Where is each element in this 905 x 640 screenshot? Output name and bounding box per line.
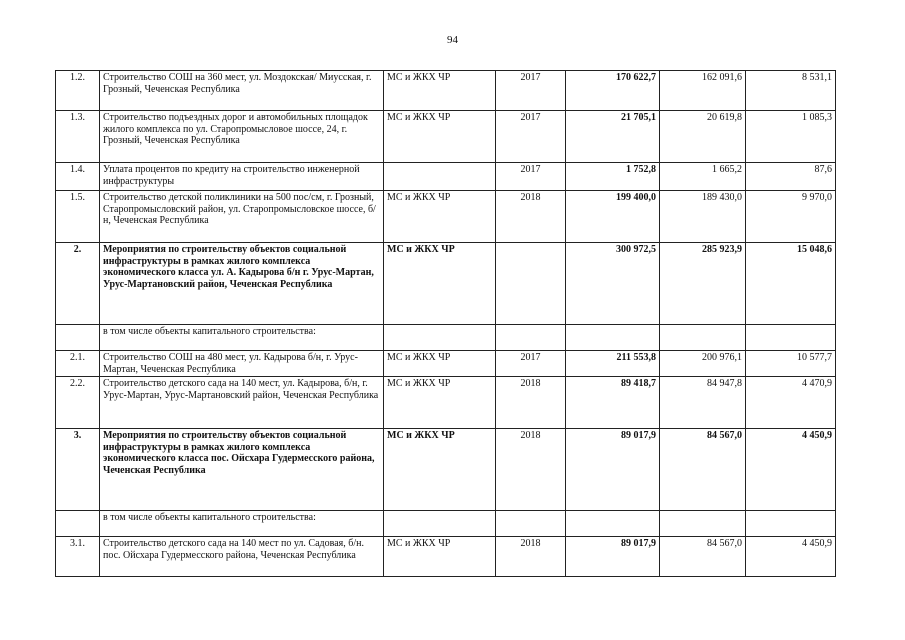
row-federal-amount: 200 976,1 [660, 351, 746, 377]
row-year: 2018 [496, 537, 566, 577]
row-name: Мероприятия по строительству объектов социальной инфраструктуры в рамках жилого комплекса экономического класса ул. А. Кадырова б/н г. Урус-Мартан, Урус-Мартановский район, Чеченская Республика [100, 243, 384, 325]
row-executor [384, 511, 496, 537]
row-executor: МС и ЖКХ ЧР [384, 351, 496, 377]
row-total-amount: 199 400,0 [566, 191, 660, 243]
table-row [56, 351, 836, 377]
table-subheader-row [56, 325, 836, 351]
row-regional-amount: 15 048,6 [746, 243, 836, 325]
row-executor [384, 325, 496, 351]
row-regional-amount: 10 577,7 [746, 351, 836, 377]
row-name: Строительство детского сада на 140 мест, ул. Кадырова, б/н, г. Урус-Мартан, Урус-Мартановский район, Чеченская Республика [100, 377, 384, 429]
row-total-amount: 1 752,8 [566, 163, 660, 191]
row-name: Строительство СОШ на 360 мест, ул. Моздокская/ Миусская, г. Грозный, Чеченская Республика [100, 71, 384, 111]
row-executor [384, 163, 496, 191]
row-number: 3.1. [56, 537, 100, 577]
row-federal-amount: 84 567,0 [660, 429, 746, 511]
row-number [56, 325, 100, 351]
table-row [56, 111, 836, 163]
row-year: 2017 [496, 71, 566, 111]
row-year: 2017 [496, 351, 566, 377]
table-row [56, 191, 836, 243]
row-name: в том числе объекты капитального строительства: [100, 511, 384, 537]
row-name: Строительство СОШ на 480 мест, ул. Кадырова б/н, г. Урус-Мартан, Чеченская Республика [100, 351, 384, 377]
table-row [56, 71, 836, 111]
row-number: 1.3. [56, 111, 100, 163]
row-federal-amount: 84 947,8 [660, 377, 746, 429]
row-executor: МС и ЖКХ ЧР [384, 111, 496, 163]
row-federal-amount [660, 511, 746, 537]
row-federal-amount: 84 567,0 [660, 537, 746, 577]
table-subheader-row [56, 511, 836, 537]
row-federal-amount: 1 665,2 [660, 163, 746, 191]
row-executor: МС и ЖКХ ЧР [384, 377, 496, 429]
row-number [56, 511, 100, 537]
page-number: 94 [447, 34, 458, 46]
table-row [56, 243, 836, 325]
row-name: в том числе объекты капитального строительства: [100, 325, 384, 351]
row-executor: МС и ЖКХ ЧР [384, 429, 496, 511]
row-name: Строительство детского сада на 140 мест по ул. Садовая, б/н. пос. Ойсхара Гудермесского района, Чеченская Республика [100, 537, 384, 577]
row-year: 2018 [496, 429, 566, 511]
row-executor: МС и ЖКХ ЧР [384, 537, 496, 577]
row-total-amount [566, 325, 660, 351]
table-row [56, 537, 836, 577]
row-year [496, 325, 566, 351]
row-regional-amount: 9 970,0 [746, 191, 836, 243]
row-regional-amount: 4 450,9 [746, 537, 836, 577]
row-total-amount: 89 017,9 [566, 537, 660, 577]
row-executor: МС и ЖКХ ЧР [384, 243, 496, 325]
row-regional-amount: 8 531,1 [746, 71, 836, 111]
row-name: Строительство подъездных дорог и автомобильных площадок жилого комплекса по ул. Старопромысловое шоссе, 24, г. Грозный, Чеченская Республика [100, 111, 384, 163]
row-year [496, 511, 566, 537]
row-year: 2018 [496, 377, 566, 429]
row-total-amount: 170 622,7 [566, 71, 660, 111]
row-year [496, 243, 566, 325]
row-total-amount [566, 511, 660, 537]
row-executor: МС и ЖКХ ЧР [384, 71, 496, 111]
row-number: 3. [56, 429, 100, 511]
row-number: 2. [56, 243, 100, 325]
row-year: 2018 [496, 191, 566, 243]
row-regional-amount [746, 325, 836, 351]
row-number: 2.1. [56, 351, 100, 377]
program-table [55, 70, 836, 577]
row-federal-amount: 189 430,0 [660, 191, 746, 243]
row-executor: МС и ЖКХ ЧР [384, 191, 496, 243]
row-regional-amount [746, 511, 836, 537]
table-row [56, 429, 836, 511]
row-name: Уплата процентов по кредиту на строительство инженерной инфраструктуры [100, 163, 384, 191]
row-regional-amount: 87,6 [746, 163, 836, 191]
row-number: 1.5. [56, 191, 100, 243]
row-federal-amount: 20 619,8 [660, 111, 746, 163]
row-total-amount: 89 017,9 [566, 429, 660, 511]
table-row [56, 163, 836, 191]
row-total-amount: 300 972,5 [566, 243, 660, 325]
row-total-amount: 21 705,1 [566, 111, 660, 163]
table-row [56, 377, 836, 429]
row-name: Строительство детской поликлиники на 500 пос/см, г. Грозный, Старопромысловский район, ул. Старопромысловское шоссе, б/н, Чеченская Республика [100, 191, 384, 243]
row-regional-amount: 4 450,9 [746, 429, 836, 511]
row-federal-amount: 162 091,6 [660, 71, 746, 111]
table-body [56, 71, 836, 577]
row-number: 1.4. [56, 163, 100, 191]
row-federal-amount [660, 325, 746, 351]
row-regional-amount: 1 085,3 [746, 111, 836, 163]
row-federal-amount: 285 923,9 [660, 243, 746, 325]
row-name: Мероприятия по строительству объектов социальной инфраструктуры в рамках жилого комплекса экономического класса пос. Ойсхара Гудермесского района, Чеченская Республика [100, 429, 384, 511]
row-total-amount: 89 418,7 [566, 377, 660, 429]
row-number: 1.2. [56, 71, 100, 111]
row-year: 2017 [496, 111, 566, 163]
row-regional-amount: 4 470,9 [746, 377, 836, 429]
row-total-amount: 211 553,8 [566, 351, 660, 377]
row-year: 2017 [496, 163, 566, 191]
row-number: 2.2. [56, 377, 100, 429]
